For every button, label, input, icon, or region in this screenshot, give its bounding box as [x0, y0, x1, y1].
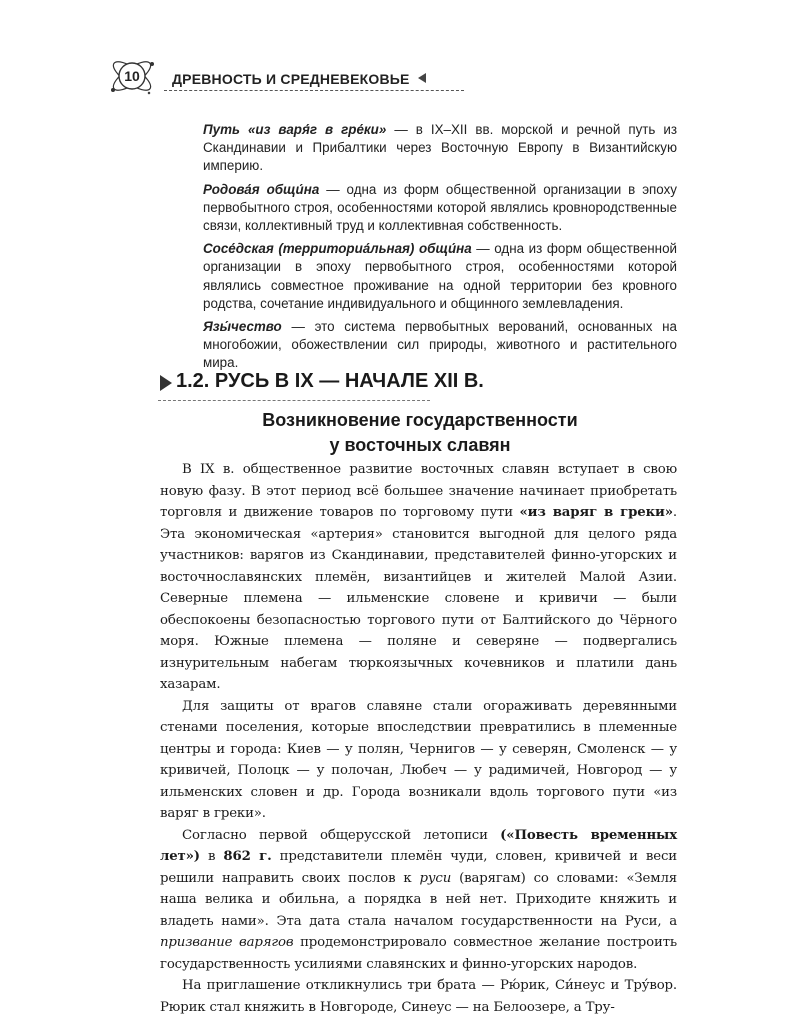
glossary-definition: — одна из форм общественной организации в эпоху первобытного строя, особенностями которой являлись кровнородственные связи, коллективный труд и коллективная собственность.: [203, 181, 677, 234]
running-title: [172, 71, 426, 87]
glossary-definition: — одна из форм общественной организации в эпоху первобытного строя, особенностями которой являлись совместное проживание на одной территории без кровного родства, сочетание индивидуального и общинного землевладения.: [203, 241, 677, 311]
running-title-text: ДРЕВНОСТЬ И СРЕДНЕВЕКОВЬЕ: [172, 71, 410, 87]
paragraph-3: [160, 825, 677, 976]
section-divider: [158, 400, 430, 401]
glossary-definition: — это система первобытных верований, основанных на многобожии, обожествлении сил природы, животного и растительного мира.: [203, 319, 677, 371]
text-run: представители племён чуди, словен, кривичей и веси решили направить своих послов к: [160, 849, 677, 886]
glossary-entry: [203, 181, 677, 236]
bold-date: 862 г.: [223, 849, 272, 864]
glossary-entry: [203, 240, 677, 313]
glossary-entry: [203, 121, 677, 176]
paragraph-1: [160, 459, 677, 696]
glossary: [203, 121, 677, 378]
glossary-term: Путь «из варя́г в гре́ки»: [203, 122, 387, 137]
text-run: в: [199, 849, 224, 864]
triangle-left-icon: [418, 73, 426, 83]
subheading-line-2: у восточных славян: [329, 435, 511, 455]
text-run: . Эта экономическая «артерия» становится выгодной для целого ряда участников: варягов из Скандинавии, представителей финно-угорских и восточнославянских племён, византийцев и жителей Малой Азии. Северные племена — ильменские словене и кривичи — были обеспокоены безопасностью торгового пути от Балтийского до Чёрного моря. Южные племена — поляне и северяне — подвергались изнурительным набегам тюркоязычных кочевников и платили дань хазарам.: [160, 505, 677, 692]
text-run: Согласно первой общерусской летописи: [182, 827, 501, 843]
section-title: 1.2. РУСЬ В IX — НАЧАЛЕ XII В.: [176, 370, 484, 392]
glossary-term: Родова́я общи́на: [203, 181, 320, 197]
paragraph-2: Для защиты от врагов славяне стали огораживать деревянными стенами поселения, которые впоследствии превратились в племенные центры и города: Киев — у полян, Чернигов — у северян, Смоленск — у кривичей, Полоцк — у полочан, Любеч — у радимичей, Новгород — у ильменских словен и др. Города возникали вдоль торгового пути «из варяг в греки».: [160, 698, 677, 821]
italic-term: руси: [419, 870, 452, 886]
glossary-entry: [203, 318, 677, 373]
text-run: продемонстрировало совместное желание построить государственность усилиями славянских и финно-угорских народов.: [160, 935, 677, 972]
header-divider: [164, 90, 464, 91]
bold-term: («Повесть временных лет»): [160, 827, 677, 864]
subheading: [160, 408, 680, 458]
glossary-definition: — в IX–XII вв. морской и речной путь из Скандинавии и Прибалтики через Восточную Европу в Византийскую империю.: [203, 122, 678, 174]
paragraph-4: На приглашение откликнулись три брата — Рю́рик, Си́неус и Тру́вор. Рюрик стал княжить в Новгороде, Синеус — на Белоозере, а Тру-: [160, 978, 677, 1015]
page-number: 10: [124, 68, 140, 84]
text-run: В IX в. общественное развитие восточных славян вступает в свою новую фазу. В этот период всё большее значение начинает приобретать торговля и движение товаров по торговому пути: [160, 462, 677, 520]
bold-term: «из варяг в греки»: [519, 505, 673, 520]
page-number-badge: [108, 52, 156, 100]
section-heading: [160, 370, 680, 400]
running-header: [108, 52, 708, 102]
subheading-line-1: Возникновение государственности: [262, 410, 578, 430]
italic-term: призвание варягов: [160, 935, 294, 950]
glossary-term: Язы́чество: [203, 319, 282, 335]
triangle-right-icon: [160, 375, 172, 391]
body-text: [160, 459, 677, 1018]
glossary-term: Сосе́дская (территориа́льная) общи́на: [203, 241, 472, 257]
text-run: (варягам) со словами: «Земля наша велика и обильна, а порядка в ней нет. Приходите княжить и владеть нами». Эта дата стала началом государственности на Руси, а: [160, 870, 677, 929]
